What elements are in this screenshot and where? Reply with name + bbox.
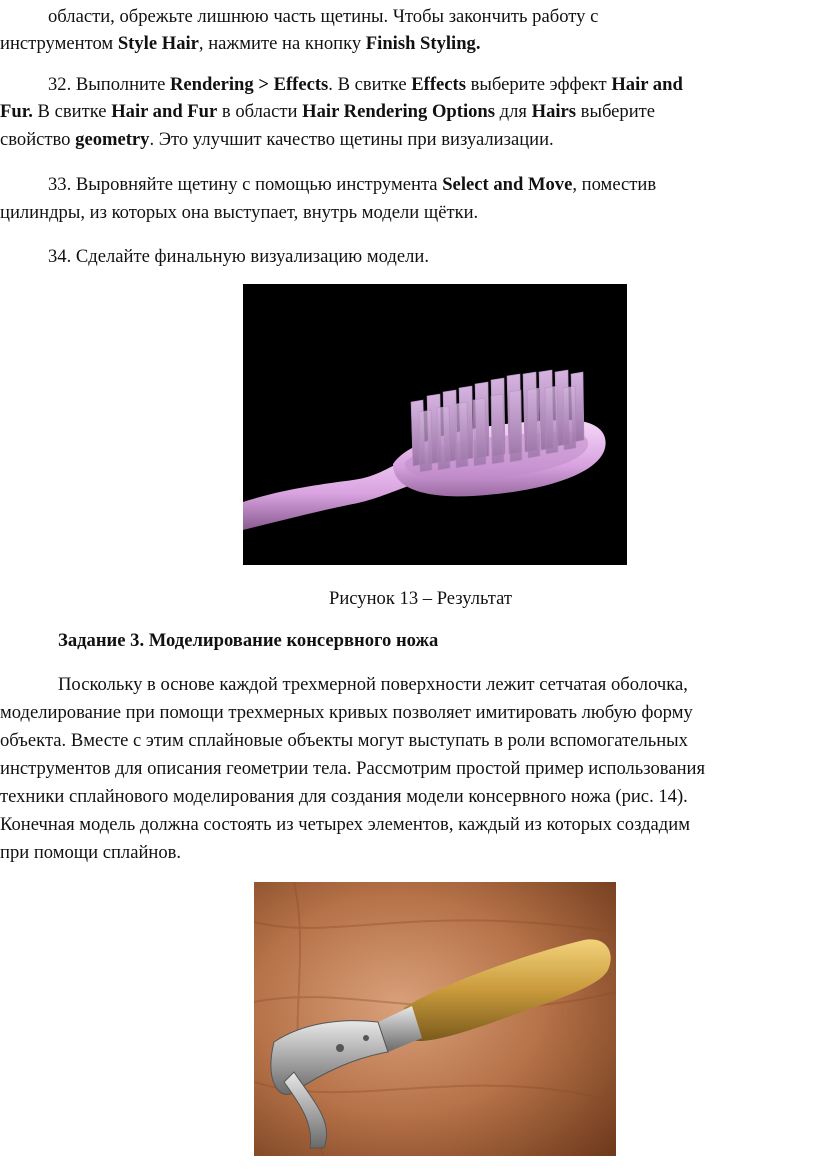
- step33-line2: цилиндры, из которых она выступает, внутрь модели щётки.: [0, 202, 479, 223]
- text: , нажмите на кнопку: [198, 33, 366, 54]
- text: инструментом: [0, 33, 118, 54]
- bold-term-finish-styling: Finish Styling.: [365, 33, 481, 54]
- para2-line7: при помощи сплайнов.: [0, 842, 182, 863]
- para2-line1: Поскольку в основе каждой трехмерной поверхности лежит сетчатая оболочка,: [58, 674, 688, 695]
- bold-term: Hair and: [611, 74, 683, 95]
- task3-heading: Задание 3. Моделирование консервного ножа: [58, 630, 439, 651]
- bold-term: Rendering > Effects: [170, 74, 329, 95]
- bold-term: Hair Rendering Options: [302, 101, 496, 122]
- para2-line5: техники сплайнового моделирования для создания модели консервного ножа (рис. 14).: [0, 786, 688, 807]
- para2-line6: Конечная модель должна состоять из четырех элементов, каждый из которых создадим: [0, 814, 690, 835]
- para2-line3: объекта. Вместе с этим сплайновые объекты могут выступать в роли вспомогательных: [0, 730, 688, 751]
- figure-13-toothbrush-render: [243, 284, 627, 565]
- step34-line: 34. Сделайте финальную визуализацию модели.: [48, 246, 429, 267]
- text: 32. Выполните: [48, 74, 170, 95]
- text: . В свитке: [328, 74, 412, 95]
- text: выберите: [576, 101, 656, 122]
- text: , поместив: [572, 174, 657, 195]
- para2-line4: инструментов для описания геометрии тела. Рассмотрим простой пример использования: [0, 758, 706, 779]
- bold-term-style-hair: Style Hair: [117, 33, 199, 54]
- step32-line2: [0, 101, 655, 123]
- toothbrush-illustration: [243, 284, 627, 565]
- text: 33. Выровняйте щетину с помощью инструмента: [48, 174, 443, 195]
- bold-term: Effects: [411, 74, 466, 95]
- text: выберите эффект: [465, 74, 612, 95]
- text: в области: [217, 101, 303, 122]
- para1-line2: [0, 33, 481, 55]
- can-opener-illustration: [254, 882, 616, 1156]
- text: свойство: [0, 129, 76, 150]
- text: В свитке: [32, 101, 112, 122]
- bold-term: geometry: [75, 129, 150, 150]
- step32-line3: [0, 129, 554, 151]
- para2-line2: моделирование при помощи трехмерных кривых позволяет имитировать любую форму: [0, 702, 693, 723]
- figure-13-caption: Рисунок 13 – Результат: [329, 588, 513, 609]
- bold-term: Fur.: [0, 101, 33, 122]
- text: . Это улучшит качество щетины при визуализации.: [149, 129, 554, 150]
- para1-line1: области, обрежьте лишнюю часть щетины. Чтобы закончить работу с: [48, 6, 599, 27]
- bold-term: Hair and Fur: [111, 101, 218, 122]
- bold-term: Select and Move: [442, 174, 573, 195]
- step33-line1: [48, 174, 656, 196]
- text: для: [495, 101, 532, 122]
- bold-term: Hairs: [531, 101, 577, 122]
- step32-line1: [48, 74, 683, 96]
- figure-14-can-opener-render: [254, 882, 616, 1156]
